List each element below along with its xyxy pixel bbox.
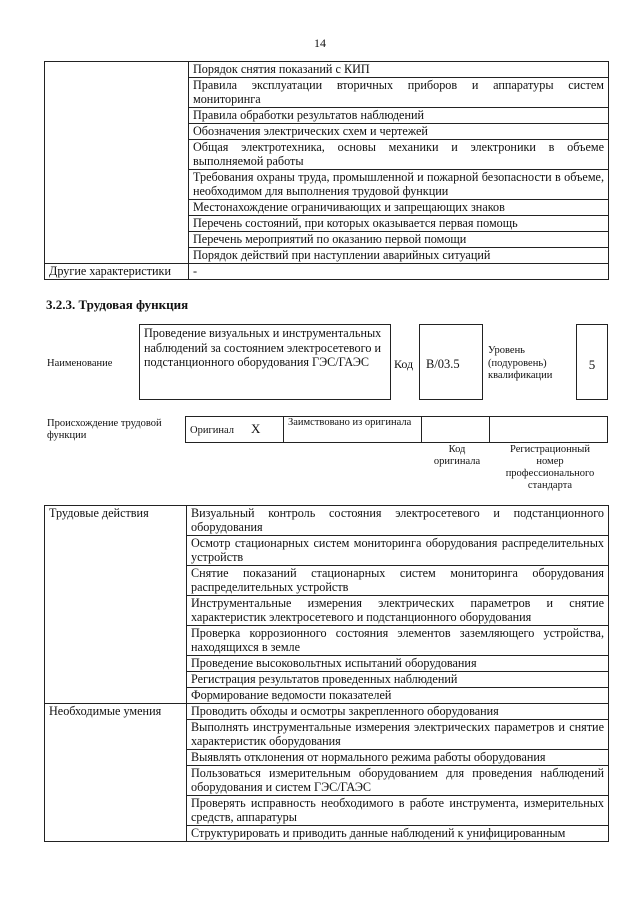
knowledge-item: Общая электротехника, основы механики и электроники в объеме выполняемой работы [189,140,609,170]
knowledge-item: Перечень мероприятий по оказанию первой помощи [189,232,609,248]
actions-item: Формирование ведомости показателей [187,688,609,704]
actions-item: Проверка коррозионного состояния элементов заземляющего устройства, находящихся в земле [187,626,609,656]
skills-item: Проверять исправность необходимого в работе инструмента, измерительных средств, аппаратуры [187,796,609,826]
knowledge-table [44,61,609,280]
function-name-value: Проведение визуальных и инструментальных наблюдений за состоянием электросетевого и подстанционного оборудования ГЭС/ГАЭС [144,326,382,369]
page-number: 14 [314,36,326,50]
section-title: 3.2.3. Трудовая функция [46,297,189,312]
knowledge-item: Местонахождение ограничивающих и запрещающих знаков [189,200,609,216]
knowledge-label-cell [45,62,189,264]
actions-item: Инструментальные измерения электрических параметров и снятие характеристик электросетевого и подстанционного оборудования [187,596,609,626]
actions-label: Трудовые действия [45,506,187,704]
actions-item: Осмотр стационарных систем мониторинга оборудования распределительных устройств [187,536,609,566]
name-label: Наименование [47,358,113,369]
original-label: Оригинал [190,424,234,436]
origin-table [185,416,608,443]
actions-item: Регистрация результатов проведенных наблюдений [187,672,609,688]
skills-item: Выполнять инструментальные измерения электрических параметров и снятие характеристик оборудования [187,720,609,750]
function-details-body [45,506,609,842]
knowledge-item: Правила эксплуатации вторичных приборов и аппаратуры систем мониторинга [189,78,609,108]
borrowed-label: Заимствовано из оригинала [284,417,422,443]
knowledge-item: Обозначения электрических схем и чертежей [189,124,609,140]
skills-item: Пользоваться измерительным оборудованием для проведения наблюдений оборудования и систем ГЭС/ГАЭС [187,766,609,796]
knowledge-item: Порядок действий при наступлении аварийных ситуаций [189,248,609,264]
skills-item: Проводить обходы и осмотры закрепленного оборудования [187,704,609,720]
function-details-table [44,505,609,842]
knowledge-table-body [45,62,609,280]
actions-item: Проведение высоковольтных испытаний оборудования [187,656,609,672]
code-caption: Код оригинала [433,444,481,467]
skills-item: Выявлять отклонения от нормального режима работы оборудования [187,750,609,766]
origin-label: Происхождение трудовой функции [47,418,162,441]
other-label: Другие характеристики [45,264,189,280]
reg-number-cell [490,417,608,443]
level-label: Уровень (подуровень) квалификации [488,345,553,381]
function-name-box [139,324,391,400]
knowledge-item: Перечень состояний, при которых оказывается первая помощь [189,216,609,232]
code-value-box [419,324,483,400]
reg-caption: Регистрационный номер профессионального стандарта [505,444,595,491]
original-cell [186,417,284,443]
level-value: 5 [588,357,596,372]
other-value: - [189,264,609,280]
code-label: Код [394,357,414,371]
level-value-box [576,324,608,400]
original-code-cell [422,417,490,443]
actions-item: Снятие показаний стационарных систем мониторинга оборудования распределительных устройств [187,566,609,596]
knowledge-item: Правила обработки результатов наблюдений [189,108,609,124]
skills-item: Структурировать и приводить данные наблюдений к унифицированным [187,826,609,842]
skills-label: Необходимые умения [45,704,187,842]
knowledge-item: Порядок снятия показаний с КИП [189,62,609,78]
knowledge-item: Требования охраны труда, промышленной и пожарной безопасности в объеме, необходимом для выполнения трудовой функции [189,170,609,200]
actions-item: Визуальный контроль состояния электросетевого и подстанционного оборудования [187,506,609,536]
code-value: B/03.5 [426,357,460,371]
original-mark: X [251,420,261,436]
